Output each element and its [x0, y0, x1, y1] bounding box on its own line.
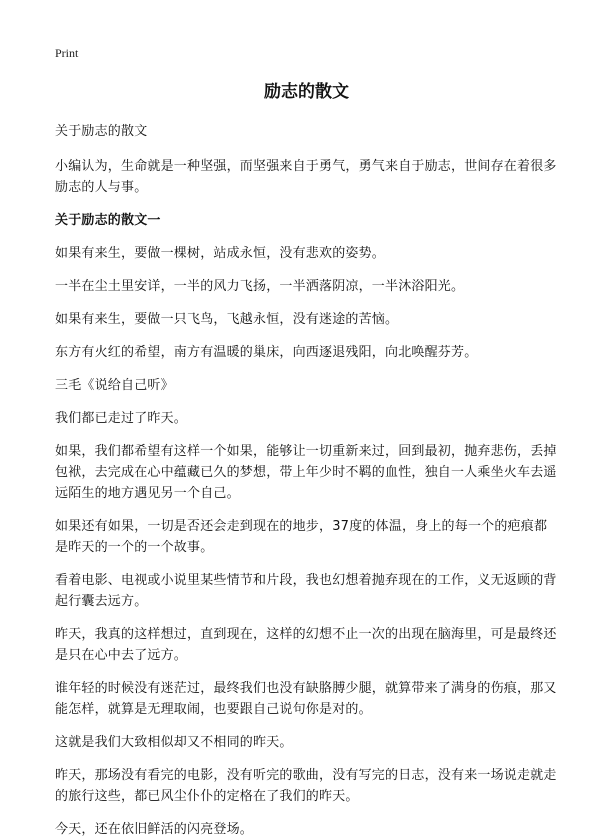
paragraph-intro: 小编认为，生命就是一种坚强，而坚强来自于勇气，勇气来自于励志，世间存在着很多励志的人与事。 — [55, 159, 557, 195]
paragraph: 东方有火红的希望，南方有温暖的巢床，向西逐退残阳，向北唤醒芬芳。 — [55, 345, 478, 360]
paragraph-source: 三毛《说给自己听》 — [55, 378, 174, 393]
paragraph: 一半在尘土里安详，一半的风力飞扬，一半洒落阴凉，一半沐浴阳光。 — [55, 279, 465, 294]
paragraph: 如果，我们都希望有这样一个如果，能够让一切重新来过，回到最初，抛弃悲伤，丢掉包袱，去完成在心中蕴藏已久的梦想，带上年少时不羁的血性，独自一人乘坐火车去遥远陌生的地方遇见另一个自己。 — [55, 444, 557, 501]
section-heading: 关于励志的散文一 — [55, 213, 161, 228]
document-subtitle: 关于励志的散文 — [55, 124, 148, 139]
paragraph: 昨天，我真的这样想过，直到现在，这样的幻想不止一次的出现在脑海里，可是最终还是只在心中去了远方。 — [55, 627, 557, 663]
page-title: 励志的散文 — [264, 82, 349, 102]
paragraph: 今天，还在依旧鲜活的闪亮登场。 — [55, 822, 254, 837]
paragraph: 谁年轻的时候没有迷茫过，最终我们也没有缺胳膊少腿，就算带来了满身的伤痕，那又能怎样，就算是无理取闹，也要跟自己说句你是对的。 — [55, 681, 557, 717]
paragraph: 如果有来生，要做一棵树，站成永恒，没有悲欢的姿势。 — [55, 246, 386, 261]
print-link[interactable]: Print — [55, 46, 79, 60]
paragraph: 这就是我们大致相似却又不相同的昨天。 — [55, 735, 293, 750]
paragraph: 看着电影、电视或小说里某些情节和片段，我也幻想着抛弃现在的工作，义无返顾的背起行囊去远方。 — [55, 573, 557, 609]
paragraph: 昨天，那场没有看完的电影，没有听完的歌曲，没有写完的日志，没有来一场说走就走的旅行这些，都已风尘仆仆的定格在了我们的昨天。 — [55, 768, 557, 804]
paragraph: 如果有来生，要做一只飞鸟，飞越永恒，没有迷途的苦恼。 — [55, 312, 399, 327]
paragraph: 如果还有如果，一切是否还会走到现在的地步，37度的体温，身上的每一个的疤痕都是昨天的一个的一个故事。 — [55, 519, 548, 555]
paragraph: 我们都已走过了昨天。 — [55, 411, 188, 426]
